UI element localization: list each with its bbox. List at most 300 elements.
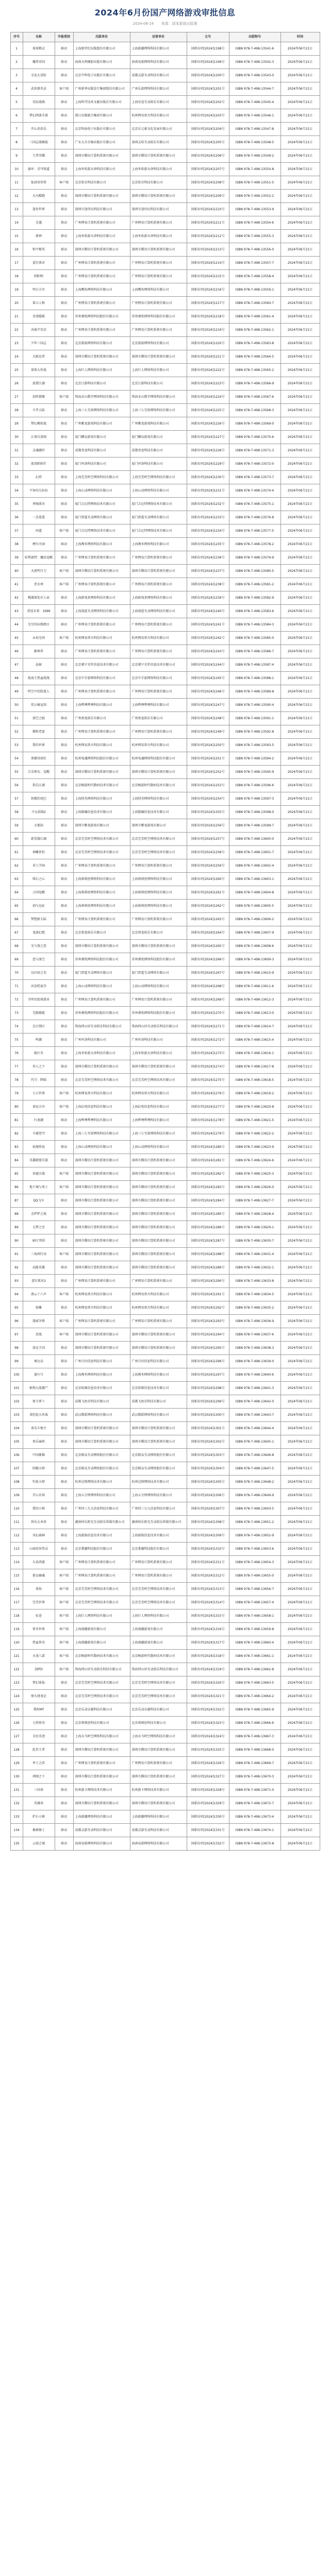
cell-date: 2024年06月21日 (280, 176, 320, 190)
cell-operator: 深圳市腾讯计算机系统有限公司 (130, 1342, 187, 1355)
cell-publisher: 北京完美时空网络技术有限公司 (73, 1690, 130, 1703)
cell-date: 2024年06月21日 (280, 833, 320, 846)
cell-operator: 上海散爆信息技术有限公司 (130, 806, 187, 819)
cell-isbn: ISBN 978-7-498-13627-7 (229, 1194, 280, 1208)
cell-isbn: ISBN 978-7-498-13564-5 (229, 350, 280, 364)
cell-doc: 国新出审[2024]1267号 (187, 967, 229, 980)
cell-publisher: 杭州网易雷火科技有限公司 (73, 632, 130, 645)
cell-type: 客户端 (55, 391, 73, 404)
cell-no: 51 (10, 712, 23, 725)
cell-operator: 北京完美时空网络技术有限公司 (130, 1676, 187, 1690)
table-row (10, 1422, 320, 1435)
table-row (10, 337, 320, 350)
cell-operator: 上海米哈游天命科技有限公司 (130, 230, 187, 243)
cell-name: 代号：降临 (23, 1074, 55, 1087)
table-header-row (10, 32, 320, 42)
cell-publisher: 北京祖龙娱乐有限公司 (73, 926, 130, 940)
cell-no: 88 (10, 1208, 23, 1221)
cell-doc: 国新出审[2024]1242号 (187, 632, 229, 645)
cell-operator: 深圳市腾讯计算机系统有限公司 (130, 1194, 187, 1208)
cell-isbn: ISBN 978-7-498-13568-3 (229, 404, 280, 417)
cell-type: 移动 (55, 1342, 73, 1355)
cell-date: 2024年06月21日 (280, 471, 320, 484)
cell-name: 欢乐斗地主 (23, 1422, 55, 1435)
cell-name: 航海王热血航线 (23, 672, 55, 685)
table-row (10, 1784, 320, 1797)
cell-operator: 深圳市腾讯计算机系统有限公司 (130, 565, 187, 578)
cell-no: 92 (10, 1261, 23, 1275)
cell-isbn: ISBN 978-7-498-13628-4 (229, 1208, 280, 1221)
cell-type: 移动 (55, 913, 73, 926)
cell-date: 2024年06月21日 (280, 484, 320, 498)
cell-name: 斗破苍穹 (23, 1127, 55, 1141)
cell-operator: 北京祖龙娱乐有限公司 (130, 926, 187, 940)
cell-publisher: 厦门雷霆互动网络有限公司 (73, 511, 130, 524)
table-row (10, 1663, 320, 1676)
cell-date: 2024年06月21日 (280, 1328, 320, 1342)
cell-isbn: ISBN 978-7-498-13639-0 (229, 1355, 280, 1368)
cell-name: 不休的乌拉拉 (23, 484, 55, 498)
cell-type: 移动 (55, 1435, 73, 1449)
cell-date: 2024年06月21日 (280, 1315, 320, 1328)
cell-no: 4 (10, 82, 23, 96)
cell-type: 移动 (55, 1717, 73, 1730)
cell-publisher: 北京掌趣科技股份有限公司 (73, 1543, 130, 1556)
cell-type: 移动 (55, 926, 73, 940)
cell-type: 移动 (55, 846, 73, 859)
cell-date: 2024年06月21日 (280, 953, 320, 967)
cell-date: 2024年06月21日 (280, 1208, 320, 1221)
cell-doc: 国新出审[2024]1215号 (187, 270, 229, 283)
cell-publisher: 北京完美时空网络技术有限公司 (73, 846, 130, 859)
cell-doc: 国新出审[2024]1284号 (187, 1194, 229, 1208)
cell-doc: 国新出审[2024]1303号 (187, 1449, 229, 1462)
cell-name: 绯石之心 (23, 873, 55, 886)
table-row (10, 1824, 320, 1837)
table-row (10, 725, 320, 739)
cell-operator: 上海巨人网络科技有限公司 (130, 1609, 187, 1623)
cell-operator: 广州网易计算机系统有限公司 (130, 913, 187, 926)
cell-no: 7 (10, 123, 23, 136)
cell-publisher: 成都炎龙科技有限公司 (73, 444, 130, 457)
cell-publisher: 广州网易计算机系统有限公司 (73, 725, 130, 739)
cell-no: 94 (10, 1288, 23, 1301)
cell-operator: 广州网易计算机系统有限公司 (130, 324, 187, 337)
cell-publisher: 上海心动网络科技有限公司 (73, 484, 130, 498)
cell-publisher: 北京畅游时代数码技术有限公司 (73, 779, 130, 792)
table-row (10, 1100, 320, 1114)
cell-name: 命运方舟 (23, 1100, 55, 1114)
cell-operator: 深圳市腾讯计算机系统有限公司 (130, 1181, 187, 1194)
cell-name: 开心农场 (23, 1489, 55, 1502)
cell-publisher: 杭州网易雷火科技有限公司 (73, 1087, 130, 1100)
cell-publisher: 北京完美时空网络技术有限公司 (73, 833, 130, 846)
cell-no: 125 (10, 1703, 23, 1717)
cell-isbn: ISBN 978-7-498-13582-9 (229, 591, 280, 605)
cell-date: 2024年06月21日 (280, 578, 320, 591)
cell-date: 2024年06月21日 (280, 980, 320, 993)
cell-type: 移动 (55, 203, 73, 216)
cell-name: QQ飞车 (23, 1194, 55, 1208)
cell-isbn: ISBN 978-7-498-13636-9 (229, 1315, 280, 1328)
cell-operator: 北京联众互动网络股份有限公司 (130, 1449, 187, 1462)
table-row (10, 1114, 320, 1127)
cell-isbn: ISBN 978-7-498-13652-9 (229, 1529, 280, 1543)
cell-date: 2024年06月21日 (280, 1020, 320, 1033)
cell-operator: 北京软星科技有限公司 (130, 176, 187, 190)
cell-no: 126 (10, 1717, 23, 1730)
cell-type: 客户端 (55, 1609, 73, 1623)
cell-isbn: ISBN 978-7-498-13629-1 (229, 1221, 280, 1234)
cell-name: 炉石小镇 (23, 1810, 55, 1824)
cell-doc: 国新出审[2024]1232号 (187, 498, 229, 511)
table-row (10, 618, 320, 632)
cell-isbn: ISBN 978-7-498-13656-7 (229, 1583, 280, 1596)
table-row (10, 1060, 320, 1074)
cell-doc: 国新出审[2024]1280号 (187, 1141, 229, 1154)
cell-doc: 国新出审[2024]1307号 (187, 1502, 229, 1516)
cell-operator: 北京完美时空网络技术有限公司 (130, 833, 187, 846)
cell-date: 2024年06月21日 (280, 498, 320, 511)
cell-type: 移动 (55, 1355, 73, 1368)
cell-no: 22 (10, 324, 23, 337)
cell-doc: 国新出审[2024]1299号 (187, 1395, 229, 1409)
cell-date: 2024年06月21日 (280, 1636, 320, 1650)
cell-no: 56 (10, 779, 23, 792)
cell-isbn: ISBN 978-7-498-13633-8 (229, 1275, 280, 1288)
cell-publisher: 上海哔哩哔哩科技有限公司 (73, 1114, 130, 1127)
cell-operator: 上海心动网络科技有限公司 (130, 1141, 187, 1154)
cell-isbn: ISBN 978-7-498-13580-5 (229, 565, 280, 578)
cell-name: 绝区零 (23, 1047, 55, 1060)
table-row (10, 1757, 320, 1770)
cell-type: 客户端 (55, 176, 73, 190)
cell-no: 57 (10, 792, 23, 806)
cell-name: 迷你世界 (23, 203, 55, 216)
cell-no: 53 (10, 739, 23, 752)
cell-type: 移动 (55, 1114, 73, 1127)
cell-date: 2024年06月21日 (280, 377, 320, 391)
cell-publisher: 上海幻电信息科技有限公司 (73, 1100, 130, 1114)
cell-date: 2024年06月21日 (280, 243, 320, 257)
cell-operator: 上海淘米网络科技有限公司 (130, 1368, 187, 1382)
cell-type: 移动 (55, 980, 73, 993)
cell-no: 119 (10, 1623, 23, 1636)
cell-name: 第五人格 (23, 297, 55, 310)
cell-operator: 厦门吉比特网络技术有限公司 (130, 524, 187, 538)
cell-operator: 广州网易计算机系统有限公司 (130, 993, 187, 1007)
cell-type: 移动 (55, 725, 73, 739)
cell-operator: 深圳市腾讯计算机系统有限公司 (130, 1797, 187, 1810)
cell-isbn: ISBN 978-7-498-13632-1 (229, 1261, 280, 1275)
cell-doc: 国新出审[2024]1286号 (187, 1221, 229, 1234)
cell-date: 2024年06月21日 (280, 632, 320, 645)
cell-no: 71 (10, 980, 23, 993)
cell-type: 移动 (55, 1194, 73, 1208)
cell-operator: 珠海金山数字网络科技有限公司 (130, 391, 187, 404)
cell-name: 天涯明月刀 (23, 565, 55, 578)
cell-doc: 国新出审[2024]1216号 (187, 283, 229, 297)
cell-doc: 国新出审[2024]1234号 (187, 524, 229, 538)
cell-doc: 国新出审[2024]1262号 (187, 900, 229, 913)
cell-date: 2024年06月21日 (280, 1007, 320, 1020)
cell-type: 移动 (55, 270, 73, 283)
cell-no: 9 (10, 149, 23, 163)
cell-isbn: ISBN 978-7-498-13575-1 (229, 498, 280, 511)
cell-type: 移动 (55, 1690, 73, 1703)
cell-isbn: ISBN 978-7-498-13547-8 (229, 123, 280, 136)
cell-operator: 上海游族信息技术有限公司 (130, 1529, 187, 1543)
cell-type: 客户端 (55, 1663, 73, 1676)
cell-date: 2024年06月21日 (280, 1275, 320, 1288)
cell-operator: 广州紫龙游戏科技有限公司 (130, 417, 187, 431)
cell-type: 移动 (55, 324, 73, 337)
cell-date: 2024年06月21日 (280, 56, 320, 69)
cell-doc: 国新出审[2024]1292号 (187, 1301, 229, 1315)
cell-name: 我叫MT (23, 1703, 55, 1717)
cell-type: 移动 (55, 163, 73, 176)
cell-date: 2024年06月21日 (280, 391, 320, 404)
cell-publisher: 杭州游卡网络技术有限公司 (73, 1784, 130, 1797)
table-row (10, 364, 320, 377)
cell-date: 2024年06月21日 (280, 1569, 320, 1583)
cell-date: 2024年06月21日 (280, 900, 320, 913)
cell-date: 2024年06月21日 (280, 257, 320, 270)
cell-date: 2024年06月21日 (280, 1342, 320, 1355)
cell-isbn: ISBN 978-7-498-13541-6 (229, 42, 280, 56)
cell-type: 移动 (55, 484, 73, 498)
cell-date: 2024年06月21日 (280, 712, 320, 725)
cell-isbn: ISBN 978-7-498-13546-1 (229, 109, 280, 123)
cell-date: 2024年06月21日 (280, 1221, 320, 1234)
cell-isbn: ISBN 978-7-498-13572-0 (229, 457, 280, 471)
cell-doc: 国新出审[2024]1332号 (187, 1837, 229, 1851)
cell-isbn: ISBN 978-7-498-13560-7 (229, 297, 280, 310)
cell-publisher: 深圳市腾讯计算机系统有限公司 (73, 149, 130, 163)
cell-no: 111 (10, 1516, 23, 1529)
cell-isbn: ISBN 978-7-498-13630-7 (229, 1234, 280, 1248)
cell-name: 洛克王国 (23, 1342, 55, 1355)
cell-date: 2024年06月21日 (280, 203, 320, 216)
cell-operator: 北京畅游时代数码技术有限公司 (130, 779, 187, 792)
cell-type: 移动 (55, 56, 73, 69)
cell-no: 8 (10, 136, 23, 149)
cell-operator: 杭州网易雷火科技有限公司 (130, 632, 187, 645)
cell-operator: 深圳市腾讯计算机系统有限公司 (130, 1435, 187, 1449)
cell-date: 2024年06月21日 (280, 417, 320, 431)
cell-type: 客户端 (55, 1315, 73, 1328)
cell-isbn: ISBN 978-7-498-13617-8 (229, 1060, 280, 1074)
cell-date: 2024年06月21日 (280, 1435, 320, 1449)
table-row (10, 1476, 320, 1489)
cell-no: 70 (10, 967, 23, 980)
cell-isbn: ISBN 978-7-498-13563-8 (229, 337, 280, 350)
cell-doc: 国新出审[2024]1270号 (187, 1007, 229, 1020)
cell-doc: 国新出审[2024]1206号 (187, 149, 229, 163)
table-row (10, 56, 320, 69)
table-row (10, 417, 320, 431)
cell-date: 2024年06月21日 (280, 1502, 320, 1516)
cell-date: 2024年06月21日 (280, 1261, 320, 1275)
cell-type: 移动 (55, 444, 73, 457)
cell-type: 移动 (55, 967, 73, 980)
cell-date: 2024年06月21日 (280, 658, 320, 672)
cell-operator: 苏州叠纸网络科技股份有限公司 (130, 310, 187, 324)
cell-doc: 国新出审[2024]1274号 (187, 1060, 229, 1074)
cell-type: 移动 (55, 953, 73, 967)
cell-doc: 国新出审[2024]1253号 (187, 779, 229, 792)
cell-publisher: 海南易游网络科技有限公司 (73, 1837, 130, 1851)
cell-publisher: 北京中手游网络科技有限公司 (73, 672, 130, 685)
cell-operator: 广州乐游网络科技有限公司 (130, 82, 187, 96)
cell-publisher: 上海米哈游天命科技有限公司 (73, 230, 130, 243)
cell-doc: 国新出审[2024]1204号 (187, 123, 229, 136)
cell-name: 我的小镇 (23, 1502, 55, 1516)
cell-no: 90 (10, 1234, 23, 1248)
cell-date: 2024年06月21日 (280, 524, 320, 538)
cell-doc: 国新出审[2024]1325号 (187, 1743, 229, 1757)
cell-isbn: ISBN 978-7-498-13595-9 (229, 766, 280, 779)
table-row (10, 1743, 320, 1757)
cell-name: 幻塔 (23, 471, 55, 484)
cell-no: 128 (10, 1743, 23, 1757)
cell-type: 移动 (55, 672, 73, 685)
cell-date: 2024年06月21日 (280, 538, 320, 551)
cell-name: 明日方舟 (23, 283, 55, 297)
cell-isbn: ISBN 978-7-498-13670-3 (229, 1770, 280, 1784)
cell-operator: 厦门库洛科技有限公司 (130, 457, 187, 471)
cell-date: 2024年06月21日 (280, 1730, 320, 1743)
cell-publisher: 上海三七互娱网络科技有限公司 (73, 1127, 130, 1141)
cell-name: 奇迹暖暖 (23, 310, 55, 324)
cell-name: 钓鱼大师 (23, 1476, 55, 1489)
cell-name: 新笑傲江湖 (23, 833, 55, 846)
cell-type: 移动 (55, 498, 73, 511)
table-row (10, 565, 320, 578)
cell-name: 征途 (23, 1609, 55, 1623)
cell-publisher: 上海莉莉丝网络科技有限公司 (73, 900, 130, 913)
table-row (10, 350, 320, 364)
cell-publisher: 广州百田信息科技有限公司 (73, 1355, 130, 1368)
cell-publisher: 苏州叠纸网络科技股份有限公司 (73, 953, 130, 967)
cell-name: 热血传奇 (23, 1636, 55, 1650)
cell-operator: 杭州网易雷火科技有限公司 (130, 1087, 187, 1100)
cell-name: 光与夜之恋 (23, 940, 55, 953)
table-row (10, 1489, 320, 1502)
cell-doc: 国新出审[2024]1272号 (187, 1033, 229, 1047)
cell-name: 战双帕弥什 (23, 457, 55, 471)
cell-name: 摩尔庄园 (23, 538, 55, 551)
cell-name: 像素骑士 (23, 1824, 55, 1837)
cell-doc: 国新出审[2024]1200号 (187, 69, 229, 82)
cell-operator: 上海莉莉丝网络科技有限公司 (130, 900, 187, 913)
cell-publisher: 厦门吉比特网络技术有限公司 (73, 498, 130, 511)
cell-isbn: ISBN 978-7-498-13596-6 (229, 779, 280, 792)
cell-publisher: 珠海西山居互动娱乐科技有限公司 (73, 1663, 130, 1676)
table-row (10, 1181, 320, 1194)
cell-isbn: ISBN 978-7-498-13665-9 (229, 1703, 280, 1717)
cell-operator: 上海莉莉丝网络科技有限公司 (130, 886, 187, 900)
table-row (10, 1690, 320, 1703)
table-row (10, 1275, 320, 1288)
cell-type: 移动 (55, 993, 73, 1007)
cell-operator: 北京完美时空网络技术有限公司 (130, 1690, 187, 1703)
cell-publisher: 上海莉莉丝网络科技有限公司 (73, 873, 130, 886)
cell-operator: 广州网易计算机系统有限公司 (130, 551, 187, 565)
cell-operator: 上海哔哩哔哩科技有限公司 (130, 699, 187, 712)
cell-publisher: 北京拓维信息技术有限公司 (73, 1382, 130, 1395)
cell-type: 客户端 (55, 565, 73, 578)
cell-isbn: ISBN 978-7-498-13554-6 (229, 216, 280, 230)
table-row (10, 1368, 320, 1382)
cell-isbn: ISBN 978-7-498-13550-8 (229, 163, 280, 176)
cell-date: 2024年06月21日 (280, 1141, 320, 1154)
table-row (10, 900, 320, 913)
cell-type: 移动 (55, 1797, 73, 1810)
cell-isbn: ISBN 978-7-498-13625-3 (229, 1167, 280, 1181)
table-row (10, 457, 320, 471)
cell-date: 2024年06月21日 (280, 940, 320, 953)
table-row (10, 1703, 320, 1717)
cell-type: 移动 (55, 1757, 73, 1770)
cell-doc: 国新出审[2024]1201号 (187, 82, 229, 96)
cell-name: 中国象棋 (23, 1449, 55, 1462)
cell-type: 移动 (55, 1730, 73, 1743)
cell-no: 69 (10, 953, 23, 967)
cell-operator: 成都灵游互动科技有限公司 (130, 69, 187, 82)
table-row (10, 190, 320, 203)
table-row (10, 431, 320, 444)
cell-type: 移动 (55, 551, 73, 565)
cell-doc: 国新出审[2024]1259号 (187, 859, 229, 873)
table-row (10, 1409, 320, 1422)
cell-no: 67 (10, 926, 23, 940)
cell-doc: 国新出审[2024]1199号 (187, 56, 229, 69)
cell-date: 2024年06月21日 (280, 270, 320, 283)
cell-doc: 国新出审[2024]1268号 (187, 980, 229, 993)
cell-doc: 国新出审[2024]1288号 (187, 1248, 229, 1261)
cell-name: 放置江湖 (23, 377, 55, 391)
table-row (10, 149, 320, 163)
table-row (10, 498, 320, 511)
cell-operator: 上海恺英网络科技有限公司 (130, 792, 187, 806)
cell-name: 奥比岛 (23, 1355, 55, 1368)
cell-name: 时空中的绘旅人 (23, 685, 55, 699)
cell-doc: 国新出审[2024]1314号 (187, 1596, 229, 1609)
cell-type: 移动 (55, 149, 73, 163)
table-row (10, 806, 320, 819)
cell-name: 三国志战略版 (23, 136, 55, 149)
table-row (10, 1020, 320, 1033)
cell-name: 全明星街球派对 (23, 993, 55, 1007)
cell-no: 96 (10, 1315, 23, 1328)
cell-isbn: ISBN 978-7-498-13562-1 (229, 324, 280, 337)
cell-publisher: 北京中科电子出版社有限公司 (73, 69, 130, 82)
cell-type: 移动 (55, 1060, 73, 1074)
cell-name: 出发吧麦芬 (23, 980, 55, 993)
cell-type: 客户端 (55, 524, 73, 538)
cell-type: 移动 (55, 190, 73, 203)
cell-no: 11 (10, 176, 23, 190)
table-row (10, 203, 320, 216)
cell-doc: 国新出审[2024]1311号 (187, 1556, 229, 1569)
cell-isbn: ISBN 978-7-498-13624-6 (229, 1154, 280, 1167)
table-row (10, 1261, 320, 1275)
cell-type: 移动 (55, 1703, 73, 1717)
table-body (10, 42, 320, 1851)
table-row (10, 658, 320, 672)
cell-no: 114 (10, 1556, 23, 1569)
